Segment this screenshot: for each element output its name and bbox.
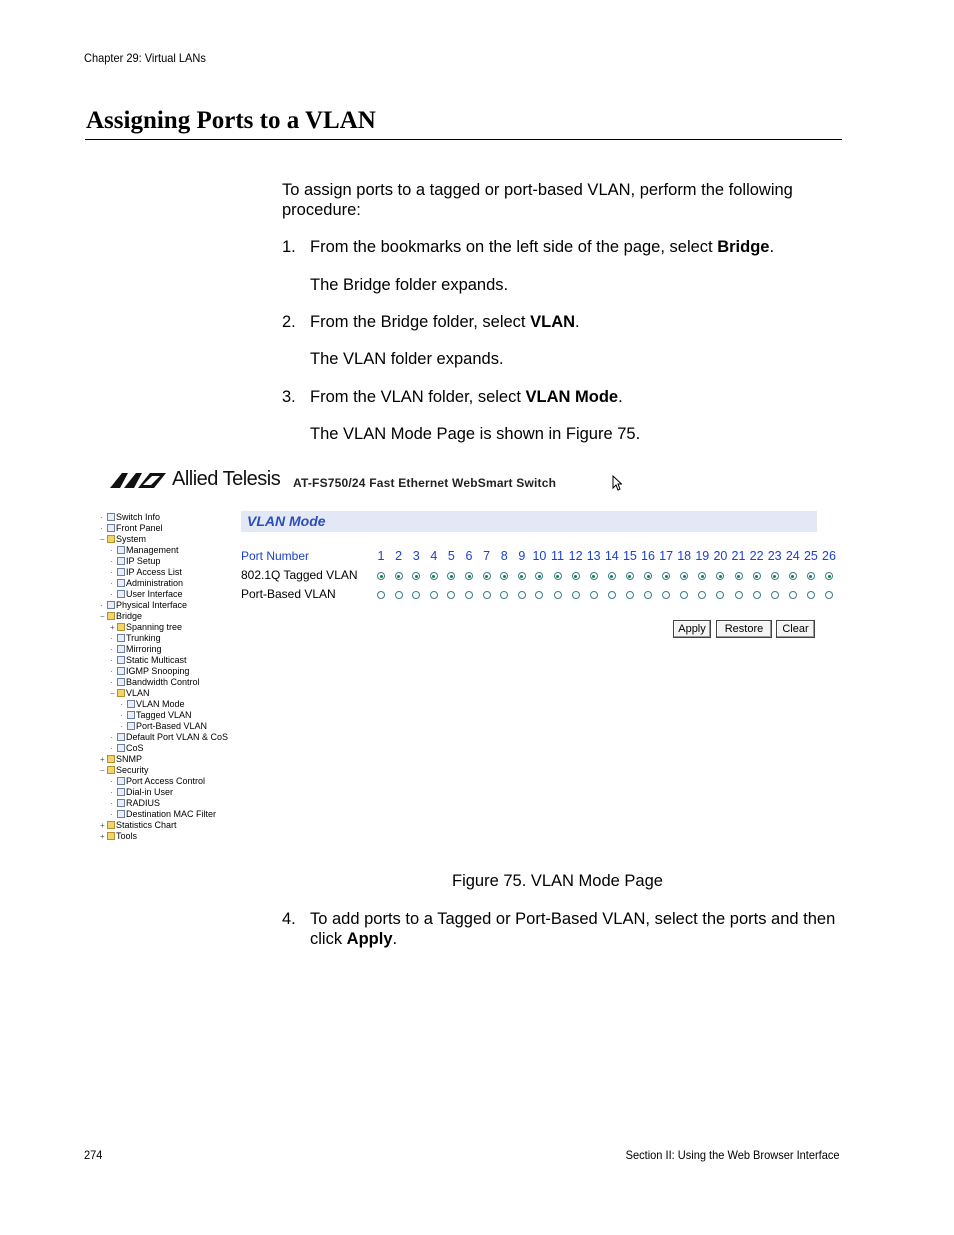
port-based-vlan-label: Port-Based VLAN	[241, 587, 336, 601]
tree-item-label: Static Multicast	[126, 655, 187, 665]
tree-item-label: RADIUS	[126, 798, 161, 808]
collapse-icon[interactable]: −	[100, 766, 105, 775]
folder-icon	[107, 612, 115, 620]
figure-vlan-mode-screenshot	[96, 462, 836, 852]
page-icon	[117, 645, 125, 653]
tagged-vlan-radio[interactable]	[412, 572, 420, 580]
tree-item-label: Tools	[116, 831, 138, 841]
page-icon	[117, 667, 125, 675]
radio-cell	[730, 569, 748, 583]
restore-button[interactable]: Restore	[716, 620, 772, 638]
tagged-vlan-row	[241, 568, 817, 584]
port-based-vlan-row	[241, 587, 817, 603]
page-icon	[117, 634, 125, 642]
page-icon	[117, 733, 125, 741]
step-3-bold: VLAN Mode	[525, 388, 619, 406]
tree-line-icon: ·	[120, 711, 123, 720]
port-number: 10	[532, 549, 547, 563]
tree-item[interactable]	[100, 523, 235, 534]
tagged-vlan-radio[interactable]	[735, 572, 743, 580]
radio-cell	[425, 588, 443, 602]
tree-item-label: User Interface	[126, 589, 183, 599]
step-1-number: 1.	[282, 238, 296, 256]
radio-cell	[657, 588, 675, 602]
folder-icon	[107, 832, 115, 840]
folder-icon	[107, 766, 115, 774]
radio-cell	[442, 569, 460, 583]
port-number: 18	[677, 549, 692, 563]
port-based-vlan-radio[interactable]	[807, 591, 815, 599]
port-number: 9	[518, 549, 526, 563]
port-number: 20	[713, 549, 728, 563]
tagged-vlan-radio[interactable]	[447, 572, 455, 580]
port-based-vlan-radio[interactable]	[483, 591, 491, 599]
radio-cell	[460, 569, 478, 583]
port-number-label: Port Number	[241, 549, 310, 563]
radio-cell	[766, 588, 784, 602]
port-based-vlan-radio[interactable]	[590, 591, 598, 599]
radio-cell	[567, 588, 585, 602]
tree-line-icon: ·	[110, 568, 113, 577]
radio-cell	[711, 569, 729, 583]
port-number: 21	[731, 549, 746, 563]
figure-caption: Figure 75. VLAN Mode Page	[452, 872, 663, 890]
port-number: 4	[430, 549, 438, 563]
port-based-vlan-radio[interactable]	[698, 591, 706, 599]
port-based-vlan-radio[interactable]	[518, 591, 526, 599]
tree-item[interactable]	[100, 666, 235, 677]
tree-item-label: Physical Interface	[116, 600, 188, 610]
page-icon	[117, 579, 125, 587]
tree-item-label: Administration	[126, 578, 184, 588]
tagged-vlan-radio[interactable]	[518, 572, 526, 580]
tagged-vlan-radio[interactable]	[377, 572, 385, 580]
step-3-number: 3.	[282, 388, 296, 406]
radio-cell	[820, 588, 838, 602]
tree-item[interactable]	[100, 754, 235, 765]
tagged-vlan-radio[interactable]	[807, 572, 815, 580]
tree-item[interactable]	[100, 567, 235, 578]
tree-line-icon: ·	[100, 601, 103, 610]
tagged-vlan-radio[interactable]	[430, 572, 438, 580]
title-rule	[85, 139, 842, 140]
tagged-vlan-radio[interactable]	[500, 572, 508, 580]
port-number: 6	[465, 549, 473, 563]
tree-item-label: Switch Info	[116, 512, 161, 522]
radio-cell	[748, 569, 766, 583]
tree-item-label: CoS	[126, 743, 144, 753]
port-number: 13	[586, 549, 601, 563]
radio-cell	[390, 588, 408, 602]
step-1-result: The Bridge folder expands.	[310, 276, 509, 294]
tree-line-icon: ·	[110, 788, 113, 797]
radio-cell	[513, 569, 531, 583]
tree-item[interactable]	[100, 710, 235, 721]
product-title: AT-FS750/24 Fast Ethernet WebSmart Switch	[293, 476, 557, 490]
tree-item-label: Default Port VLAN & CoS	[126, 732, 229, 742]
page-icon	[117, 678, 125, 686]
folder-icon	[107, 821, 115, 829]
radio-cell	[748, 588, 766, 602]
tree-item[interactable]	[100, 655, 235, 666]
port-based-vlan-radio[interactable]	[753, 591, 761, 599]
tree-item-label: Port Access Control	[126, 776, 206, 786]
tagged-vlan-radio[interactable]	[753, 572, 761, 580]
tagged-vlan-radio[interactable]	[716, 572, 724, 580]
radio-cell	[372, 588, 390, 602]
radio-cell	[603, 569, 621, 583]
tree-line-icon: ·	[100, 524, 103, 533]
tree-item[interactable]	[100, 809, 235, 820]
radio-cell	[621, 588, 639, 602]
step-4-number: 4.	[282, 910, 296, 928]
port-based-vlan-radio[interactable]	[572, 591, 580, 599]
tagged-vlan-radio[interactable]	[644, 572, 652, 580]
radio-cell	[425, 569, 443, 583]
radio-cell	[675, 588, 693, 602]
tagged-vlan-radio[interactable]	[554, 572, 562, 580]
port-based-vlan-radio[interactable]	[680, 591, 688, 599]
radio-cell	[585, 588, 603, 602]
tree-line-icon: ·	[110, 799, 113, 808]
port-number: 12	[568, 549, 583, 563]
radio-cell	[766, 569, 784, 583]
allied-telesis-logo-icon	[110, 471, 166, 489]
tagged-vlan-radio[interactable]	[572, 572, 580, 580]
port-based-vlan-radio[interactable]	[662, 591, 670, 599]
port-number: 15	[622, 549, 637, 563]
radio-cell	[460, 588, 478, 602]
step-2-text: From the Bridge folder, select VLAN.	[310, 313, 580, 331]
page-number: 274	[84, 1148, 103, 1162]
tree-item-label: System	[116, 534, 147, 544]
port-based-vlan-radio[interactable]	[377, 591, 385, 599]
port-number: 16	[641, 549, 655, 563]
section-title: Assigning Ports to a VLAN	[86, 107, 376, 134]
tree-item[interactable]	[100, 699, 235, 710]
tagged-vlan-radio[interactable]	[608, 572, 616, 580]
tree-item-label: Statistics Chart	[116, 820, 177, 830]
radio-cell	[407, 588, 425, 602]
page-icon	[117, 777, 125, 785]
radio-cell	[372, 569, 390, 583]
tree-item-label: IP Access List	[126, 567, 182, 577]
tree-item-label: Bridge	[116, 611, 143, 621]
radio-cell	[549, 569, 567, 583]
tree-item[interactable]	[100, 677, 235, 688]
radio-cell	[802, 588, 820, 602]
step-4-bold: Apply	[346, 930, 393, 948]
tagged-vlan-radio[interactable]	[483, 572, 491, 580]
port-based-vlan-radio[interactable]	[608, 591, 616, 599]
tree-item-label: Security	[116, 765, 149, 775]
tree-item[interactable]	[100, 578, 235, 589]
radio-cell	[530, 569, 548, 583]
tree-item[interactable]	[100, 688, 235, 699]
tagged-vlan-radio[interactable]	[680, 572, 688, 580]
page-icon	[117, 788, 125, 796]
tree-line-icon: ·	[110, 579, 113, 588]
radio-cell	[639, 569, 657, 583]
port-number: 2	[395, 549, 403, 563]
radio-cell	[478, 569, 496, 583]
tree-line-icon: ·	[110, 656, 113, 665]
folder-icon	[117, 689, 125, 697]
radio-cell	[603, 588, 621, 602]
tree-item[interactable]	[100, 732, 235, 743]
step-3-result: The VLAN Mode Page is shown in Figure 75.	[310, 425, 641, 443]
collapse-icon[interactable]: −	[100, 535, 105, 544]
tree-item[interactable]	[100, 534, 235, 545]
logo-text: Allied Telesis	[172, 468, 281, 490]
intro-paragraph: To assign ports to a tagged or port-based VLAN, perform the following procedure:	[282, 181, 793, 219]
tagged-vlan-radio[interactable]	[789, 572, 797, 580]
tree-item-label: IP Setup	[126, 556, 161, 566]
folder-icon	[107, 755, 115, 763]
tree-item[interactable]	[100, 556, 235, 567]
tree-line-icon: ·	[110, 733, 113, 742]
tagged-vlan-radio[interactable]	[465, 572, 473, 580]
mouse-cursor-icon	[612, 475, 622, 491]
radio-cell	[693, 569, 711, 583]
port-number: 25	[803, 549, 818, 563]
page-icon	[107, 513, 115, 521]
clear-button[interactable]: Clear	[776, 620, 815, 638]
tree-item-label: VLAN Mode	[136, 699, 185, 709]
page-icon	[127, 700, 135, 708]
tagged-vlan-radio[interactable]	[395, 572, 403, 580]
radio-cell	[784, 569, 802, 583]
port-based-vlan-radio[interactable]	[395, 591, 403, 599]
port-based-vlan-radio[interactable]	[789, 591, 797, 599]
port-based-vlan-radio[interactable]	[825, 591, 833, 599]
apply-button[interactable]: Apply	[673, 620, 711, 638]
radio-cell	[657, 569, 675, 583]
tree-line-icon: ·	[110, 546, 113, 555]
port-number: 3	[412, 549, 420, 563]
tagged-vlan-radio[interactable]	[771, 572, 779, 580]
tagged-vlan-label: 802.1Q Tagged VLAN	[241, 568, 358, 582]
expand-icon[interactable]: +	[110, 623, 115, 632]
collapse-icon[interactable]: −	[110, 689, 115, 698]
tagged-vlan-radio[interactable]	[535, 572, 543, 580]
page-icon	[107, 601, 115, 609]
port-based-vlan-radio[interactable]	[716, 591, 724, 599]
tree-item[interactable]	[100, 721, 235, 732]
footer-section: Section II: Using the Web Browser Interface	[626, 1148, 840, 1162]
tree-item[interactable]	[100, 611, 235, 622]
radio-cell	[711, 588, 729, 602]
radio-cell	[390, 569, 408, 583]
step-2-result: The VLAN folder expands.	[310, 350, 504, 368]
tree-item-label: Tagged VLAN	[136, 710, 192, 720]
tree-item[interactable]	[100, 545, 235, 556]
page-icon	[117, 799, 125, 807]
tree-line-icon: ·	[110, 810, 113, 819]
tagged-vlan-radio[interactable]	[626, 572, 634, 580]
folder-icon	[107, 535, 115, 543]
page-icon	[117, 810, 125, 818]
expand-icon[interactable]: +	[100, 832, 105, 841]
radio-cell	[820, 569, 838, 583]
radio-cell	[407, 569, 425, 583]
tree-item[interactable]	[100, 820, 235, 831]
radio-cell	[675, 569, 693, 583]
radio-cell	[513, 588, 531, 602]
port-based-vlan-radio[interactable]	[626, 591, 634, 599]
step-2-bold: VLAN	[530, 313, 576, 331]
step-4-text: To add ports to a Tagged or Port-Based VLAN, select the ports and then click Apply.	[310, 910, 836, 948]
tree-line-icon: ·	[100, 513, 103, 522]
tree-line-icon: ·	[120, 700, 123, 709]
collapse-icon[interactable]: −	[100, 612, 105, 621]
tree-item[interactable]	[100, 512, 235, 523]
tree-item-label: SNMP	[116, 754, 143, 764]
tree-line-icon: ·	[110, 667, 113, 676]
tree-item-label: Spanning tree	[126, 622, 183, 632]
tree-line-icon: ·	[110, 590, 113, 599]
port-based-vlan-radio[interactable]	[465, 591, 473, 599]
tree-item-label: Port-Based VLAN	[136, 721, 208, 731]
radio-cell	[549, 588, 567, 602]
tree-item[interactable]	[100, 633, 235, 644]
port-based-vlan-radio[interactable]	[554, 591, 562, 599]
tree-line-icon: ·	[110, 744, 113, 753]
port-based-vlan-radio[interactable]	[412, 591, 420, 599]
page-icon	[117, 744, 125, 752]
port-number: 17	[659, 549, 674, 563]
tree-line-icon: ·	[110, 777, 113, 786]
port-based-vlan-radio[interactable]	[771, 591, 779, 599]
port-number: 23	[767, 549, 782, 563]
tree-line-icon: ·	[110, 645, 113, 654]
tree-item-label: IGMP Snooping	[126, 666, 190, 676]
tree-line-icon: ·	[110, 557, 113, 566]
port-number: 8	[500, 549, 508, 563]
tagged-vlan-radio[interactable]	[590, 572, 598, 580]
port-based-vlan-radio[interactable]	[500, 591, 508, 599]
radio-cell	[693, 588, 711, 602]
tree-item[interactable]	[100, 743, 235, 754]
radio-cell	[530, 588, 548, 602]
tree-item[interactable]	[100, 787, 235, 798]
tree-item-label: VLAN	[126, 688, 150, 698]
port-number: 5	[447, 549, 455, 563]
tagged-vlan-radio[interactable]	[825, 572, 833, 580]
radio-cell	[730, 588, 748, 602]
page-icon	[117, 568, 125, 576]
radio-cell	[585, 569, 603, 583]
port-number-row	[241, 549, 836, 565]
page-icon	[117, 656, 125, 664]
radio-cell	[495, 588, 513, 602]
tree-item-label: Management	[126, 545, 179, 555]
radio-cell	[639, 588, 657, 602]
tree-item[interactable]	[100, 622, 235, 633]
expand-icon[interactable]: +	[100, 821, 105, 830]
tree-item-label: Dial-in User	[126, 787, 174, 797]
tree-item[interactable]	[100, 798, 235, 809]
step-2-number: 2.	[282, 313, 296, 331]
tree-item[interactable]	[100, 776, 235, 787]
tree-item[interactable]	[100, 831, 235, 842]
port-number: 7	[483, 549, 491, 563]
port-based-vlan-radio[interactable]	[644, 591, 652, 599]
vlan-mode-panel	[241, 511, 836, 635]
page-icon	[117, 590, 125, 598]
port-number: 11	[551, 549, 564, 563]
port-number: 24	[785, 549, 800, 563]
port-based-vlan-radio[interactable]	[735, 591, 743, 599]
tree-item[interactable]	[100, 765, 235, 776]
tree-item-label: Bandwidth Control	[126, 677, 200, 687]
radio-cell	[621, 569, 639, 583]
radio-cell	[802, 569, 820, 583]
tree-line-icon: ·	[120, 722, 123, 731]
tree-line-icon: ·	[110, 678, 113, 687]
tree-line-icon: ·	[110, 634, 113, 643]
tree-item[interactable]	[100, 589, 235, 600]
chapter-header: Chapter 29: Virtual LANs	[84, 51, 206, 65]
port-number: 14	[604, 549, 619, 563]
radio-cell	[567, 569, 585, 583]
port-number: 26	[822, 549, 836, 563]
radio-cell	[478, 588, 496, 602]
page-icon	[127, 722, 135, 730]
step-1-bold: Bridge	[717, 238, 770, 256]
port-based-vlan-radio[interactable]	[447, 591, 455, 599]
tree-item[interactable]	[100, 600, 235, 611]
radio-cell	[784, 588, 802, 602]
tree-item-label: Mirroring	[126, 644, 162, 654]
port-number: 22	[749, 549, 764, 563]
port-based-vlan-radio[interactable]	[535, 591, 543, 599]
expand-icon[interactable]: +	[100, 755, 105, 764]
tagged-vlan-radio[interactable]	[662, 572, 670, 580]
page-icon	[117, 557, 125, 565]
tree-item-label: Trunking	[126, 633, 161, 643]
tree-item-label: Front Panel	[116, 523, 163, 533]
port-number: 1	[377, 549, 385, 563]
page-icon	[117, 546, 125, 554]
tagged-vlan-radio[interactable]	[698, 572, 706, 580]
step-3-text: From the VLAN folder, select VLAN Mode.	[310, 388, 623, 406]
port-based-vlan-radio[interactable]	[430, 591, 438, 599]
tree-item-label: Destination MAC Filter	[126, 809, 217, 819]
bookmark-tree	[100, 512, 235, 842]
radio-cell	[495, 569, 513, 583]
folder-icon	[117, 623, 125, 631]
step-1-text: From the bookmarks on the left side of the page, select Bridge.	[310, 238, 775, 256]
port-number: 19	[695, 549, 710, 563]
radio-cell	[442, 588, 460, 602]
page-icon	[127, 711, 135, 719]
tree-item[interactable]	[100, 644, 235, 655]
page-icon	[107, 524, 115, 532]
panel-title: VLAN Mode	[241, 511, 817, 532]
